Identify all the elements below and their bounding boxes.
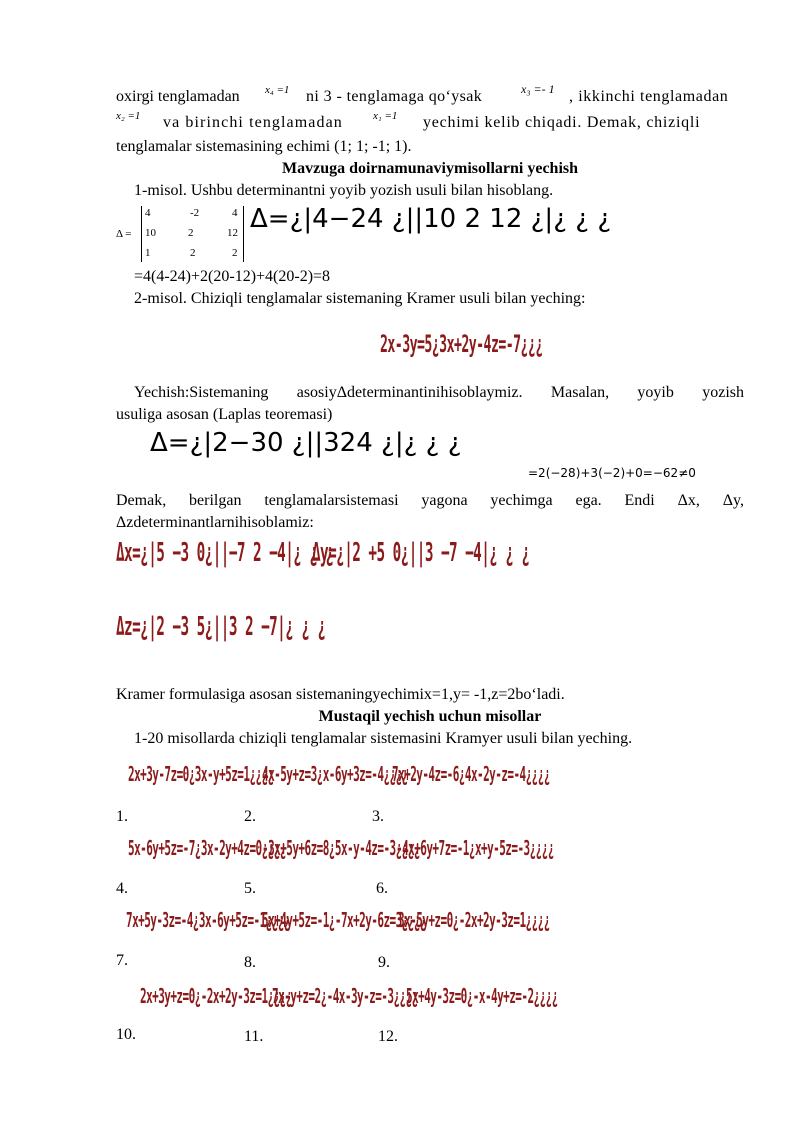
exercise-system: 2x+3y-7z=0¿3x-y+5z=1¿¿¿¿ [128, 762, 274, 786]
x1-equation: x₁ =1 [373, 110, 398, 122]
section-heading: Mustaqil yechish uchun misollar [318, 708, 542, 725]
exercise-system: 5x+4y-3z=0¿-x-4y+z=-2¿¿¿¿ [406, 984, 558, 1008]
intro-text: yechimi kelib chiqadi. Demak, chiziqli [423, 114, 701, 131]
solution-line-2: usuliga asosan (Laplas teoremasi) [116, 406, 333, 423]
section-heading: Mavzuga doirnamunaviymisollarni yechish [281, 160, 579, 177]
exercise-number: 6. [376, 880, 388, 897]
intro-text: oxirgi tenglamadan [116, 88, 240, 105]
x3-equation: x₃ =- 1 [521, 82, 555, 96]
exercise-number: 5. [244, 880, 256, 897]
matrix-cell: 10 [145, 227, 156, 239]
exercise-number: 2. [244, 808, 256, 825]
intro-line-1 [116, 82, 744, 110]
exercise-system: 7x+2y-4z=-6¿4x-2y-z=-4¿¿¿¿ [392, 762, 550, 786]
exercise-number: 10. [116, 1026, 136, 1043]
demak-line-2: Δzdeterminantlarnihisoblamiz: [116, 514, 314, 531]
x2-equation: x₂ =1 [116, 110, 141, 122]
example1-result: =4(4-24)+2(20-12)+4(20-2)=8 [134, 268, 331, 285]
delta-result: =2(−28)+3(−2)+0=−62≠0 [528, 466, 696, 480]
exercise-system: -4x+6y+7z=-1¿x+y-5z=-3¿¿¿¿ [396, 836, 554, 860]
exercise-system: 7x-y+z=2¿-4x-3y-z=-3¿¿¿¿ [272, 984, 418, 1008]
exercise-number: 8. [244, 954, 256, 971]
example1-garbled-formula: Δ=¿|4−24 ¿||10 2 12 ¿|¿ ¿ ¿ [250, 204, 612, 234]
matrix-cell: 12 [227, 227, 238, 239]
exercise-number: 9. [378, 954, 390, 971]
exercise-number: 12. [378, 1028, 398, 1045]
matrix-cell: 2 [188, 227, 194, 239]
demak-line-1: Demak, berilgan tenglamalarsistemasi yagona yechimga ega. Endi Δx, Δy, [116, 492, 744, 509]
det-right-bar [243, 206, 244, 262]
exercise-system: 4x-5y+z=3¿x-6y+3z=-4¿¿¿¿ [262, 762, 408, 786]
exercise-system: 2x+3y+z=0¿-2x+2y-3z=1¿¿¿¿ [140, 984, 292, 1008]
matrix-cell: -2 [190, 207, 200, 219]
intro-line-2 [116, 110, 744, 136]
example1-text: 1-misol. Ushbu determinantni yoyib yozish usuli bilan hisoblang. [134, 182, 554, 199]
matrix-cell: 4 [232, 207, 238, 219]
example2-text: 2-misol. Chiziqli tenglamalar sistemaning Kramer usuli bilan yeching: [134, 290, 586, 307]
exercise-system: -3x+5y+6z=8¿5x-y-4z=-3¿¿¿¿ [262, 836, 420, 860]
exercise-number: 1. [116, 808, 128, 825]
exercise-number: 4. [116, 880, 128, 897]
example2-system: 2x-3y=5¿3x+2y-4z=-7¿¿¿ [380, 330, 543, 358]
exercise-number: 3. [372, 808, 384, 825]
x4-equation: x₄ =1 [265, 84, 290, 96]
matrix-cell: 2 [190, 247, 196, 259]
exercises-text: 1-20 misollarda chiziqli tenglamalar sistemasini Kramyer usuli bilan yeching. [134, 730, 633, 747]
intro-text: ni 3 - tenglamaga qo‘ysak [306, 88, 483, 105]
delta-garbled-formula: Δ=¿|2−30 ¿||324 ¿|¿ ¿ ¿ [150, 428, 462, 458]
matrix-cell: 4 [145, 207, 151, 219]
det-left-bar [141, 206, 142, 262]
exercise-system: 5x-6y+5z=-7¿3x-2y+4z=0¿¿¿¿ [128, 836, 286, 860]
delta-x-formula: Δx=¿|5 −3 0¿||−7 2 −4|¿ ¿ ¿ [116, 538, 334, 568]
exercise-system: 7x+5y-3z=-4¿3x-6y+5z=-1¿¿¿¿ [126, 908, 290, 932]
kramer-conclusion: Kramer formulasiga asosan sistemaningyechimix=1,y= -1,z=2bo‘ladi. [116, 686, 565, 703]
intro-text: va birinchi tenglamadan [163, 114, 343, 131]
delta-symbol: Δ = [116, 228, 132, 240]
exercise-system: 5x+4y+5z=-1¿-7x+2y-6z=3¿¿¿¿ [262, 908, 426, 932]
matrix-cell: 1 [145, 247, 151, 259]
exercise-number: 7. [116, 952, 128, 969]
delta-z-formula: Δz=¿|2 −3 5¿||3 2 −7|¿ ¿ ¿ [116, 612, 326, 642]
intro-line-3: tenglamalar sistemasining echimi (1; 1; -1; 1). [116, 138, 412, 155]
exercise-system: 3x-5y+z=0¿-2x+2y-3z=1¿¿¿¿ [398, 908, 550, 932]
intro-text: , ikkinchi tenglamadan [569, 88, 729, 105]
delta-y-formula: Δy=¿|2 +5 0¿||3 −7 −4|¿ ¿ ¿ [312, 538, 530, 568]
solution-line-1: Yechish:Sistemaning asosiyΔdeterminantinihisoblaymiz. Masalan, yoyib yozish [134, 384, 744, 401]
matrix-cell: 2 [232, 247, 238, 259]
example1-determinant [116, 204, 256, 264]
exercise-number: 11. [244, 1028, 264, 1045]
